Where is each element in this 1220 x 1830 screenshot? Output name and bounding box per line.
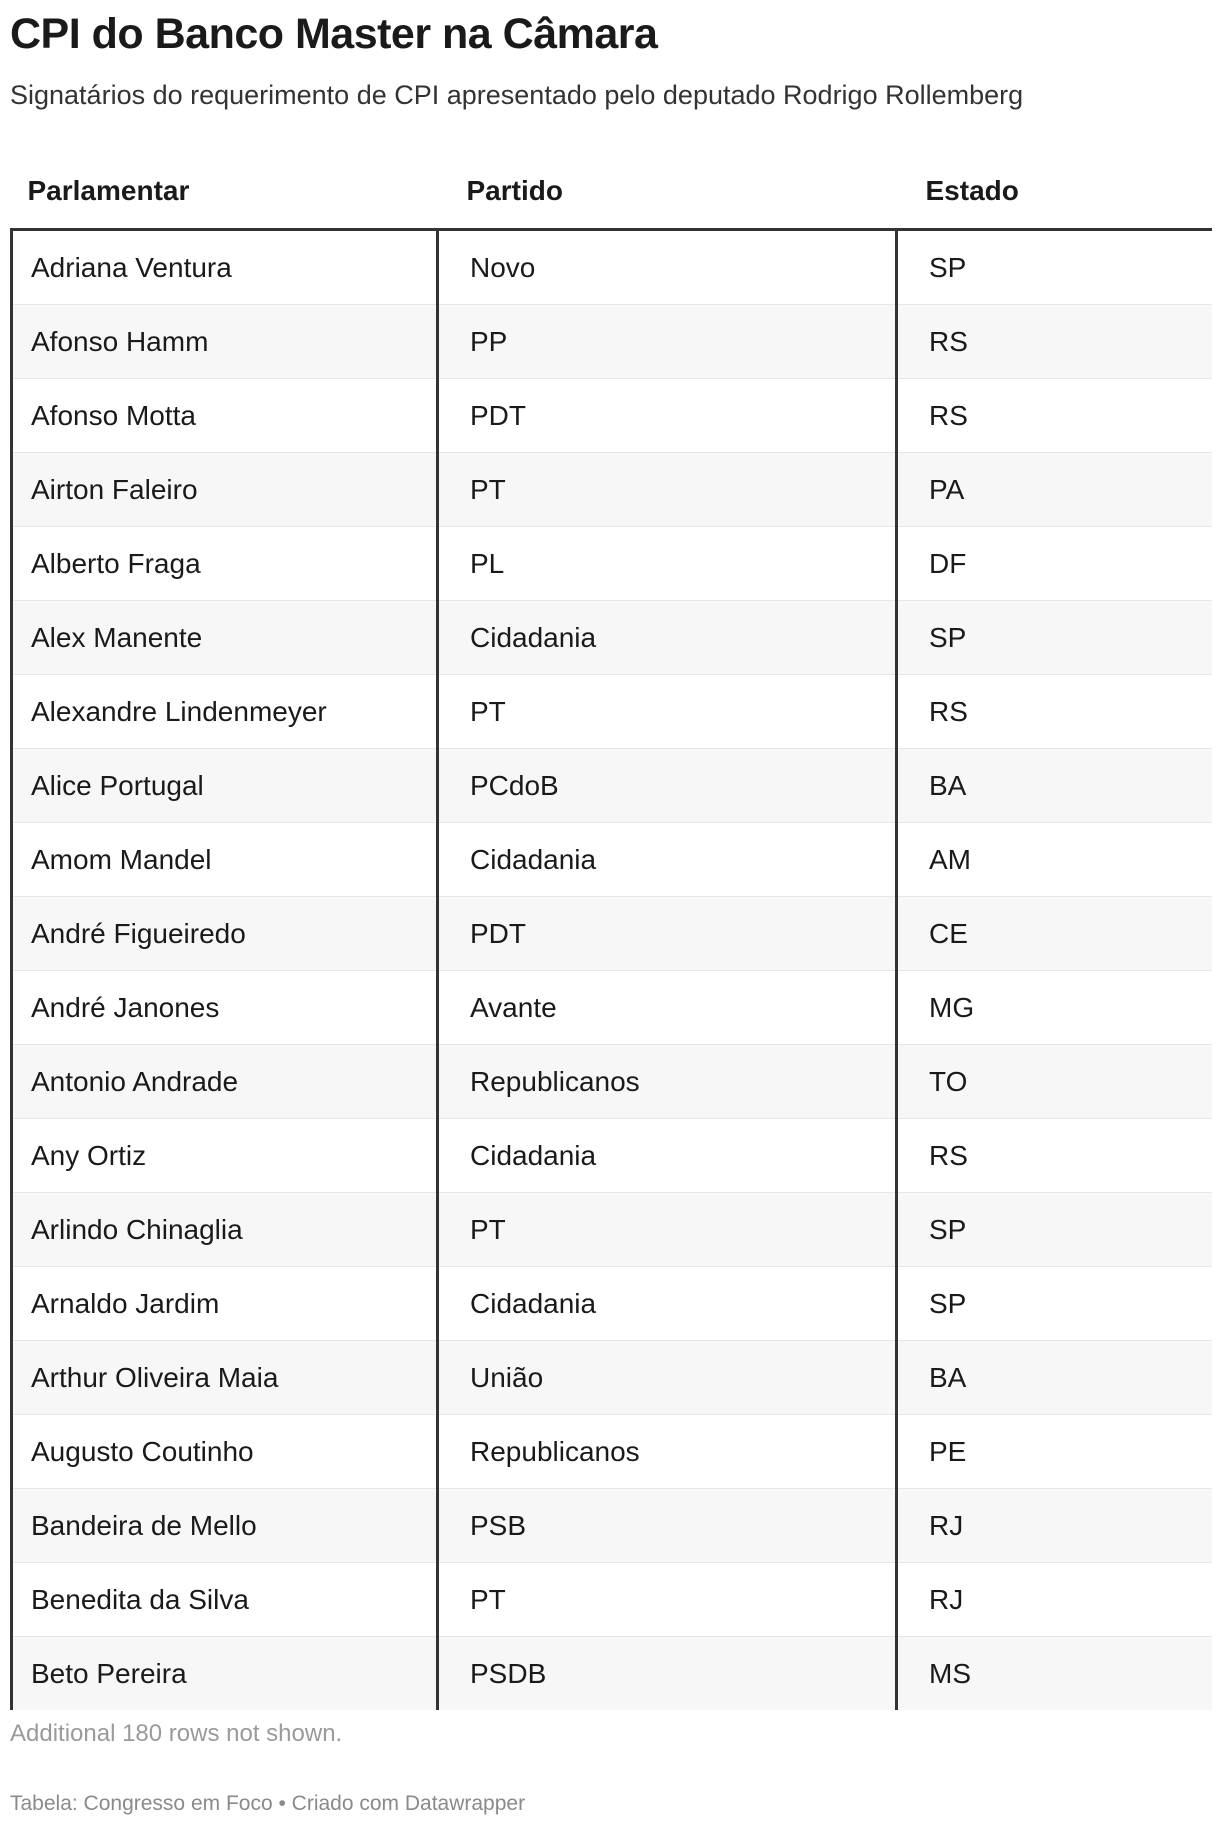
cell-estado: SP: [897, 230, 1212, 305]
table-header-row: [12, 160, 1212, 230]
cell-parlamentar: Any Ortiz: [12, 1119, 438, 1193]
cell-partido: PT: [438, 453, 897, 527]
column-header-partido[interactable]: Partido: [438, 160, 897, 230]
page-subtitle: Signatários do requerimento de CPI apresentado pelo deputado Rodrigo Rollemberg: [10, 80, 1024, 110]
table-row: [12, 1119, 1212, 1193]
table-row: [12, 1267, 1212, 1341]
table-row: [12, 1045, 1212, 1119]
cell-partido: PSB: [438, 1489, 897, 1563]
cell-parlamentar: André Janones: [12, 971, 438, 1045]
cell-partido: Cidadania: [438, 1119, 897, 1193]
cell-estado: AM: [897, 823, 1212, 897]
cell-partido: PDT: [438, 897, 897, 971]
cell-parlamentar: Bandeira de Mello: [12, 1489, 438, 1563]
cell-parlamentar: Alexandre Lindenmeyer: [12, 675, 438, 749]
rows-hidden-note: Additional 180 rows not shown.: [10, 1720, 343, 1747]
cell-estado: BA: [897, 749, 1212, 823]
cell-parlamentar: Amom Mandel: [12, 823, 438, 897]
cell-parlamentar: Alberto Fraga: [12, 527, 438, 601]
cell-parlamentar: Adriana Ventura: [12, 230, 438, 305]
cell-parlamentar: Beto Pereira: [12, 1637, 438, 1711]
cell-estado: SP: [897, 601, 1212, 675]
cell-partido: Avante: [438, 971, 897, 1045]
cell-partido: Cidadania: [438, 823, 897, 897]
cell-partido: PDT: [438, 379, 897, 453]
table-row: [12, 675, 1212, 749]
cell-estado: RS: [897, 675, 1212, 749]
cell-partido: PP: [438, 305, 897, 379]
cell-estado: RJ: [897, 1563, 1212, 1637]
data-table: [10, 160, 1212, 1710]
cell-partido: Republicanos: [438, 1045, 897, 1119]
cell-partido: PT: [438, 675, 897, 749]
cell-parlamentar: Alice Portugal: [12, 749, 438, 823]
cell-estado: CE: [897, 897, 1212, 971]
table-row: [12, 305, 1212, 379]
cell-estado: PA: [897, 453, 1212, 527]
cell-estado: RS: [897, 305, 1212, 379]
table-row: [12, 1563, 1212, 1637]
cell-partido: Cidadania: [438, 1267, 897, 1341]
table-body: [12, 230, 1212, 1711]
table-row: [12, 897, 1212, 971]
cell-estado: MS: [897, 1637, 1212, 1711]
cell-estado: DF: [897, 527, 1212, 601]
table-row: [12, 1341, 1212, 1415]
table-row: [12, 1637, 1212, 1711]
table-row: [12, 1193, 1212, 1267]
cell-parlamentar: Afonso Motta: [12, 379, 438, 453]
table-header: [12, 160, 1212, 230]
cell-estado: SP: [897, 1267, 1212, 1341]
cell-estado: RS: [897, 1119, 1212, 1193]
cell-partido: PCdoB: [438, 749, 897, 823]
cell-partido: PT: [438, 1563, 897, 1637]
cell-parlamentar: Benedita da Silva: [12, 1563, 438, 1637]
source-footer: Tabela: Congresso em Foco • Criado com Datawrapper: [10, 1792, 526, 1815]
cell-partido: PSDB: [438, 1637, 897, 1711]
table-row: [12, 601, 1212, 675]
page-title: CPI do Banco Master na Câmara: [10, 10, 658, 58]
data-table-container: [10, 160, 1210, 1710]
cell-estado: MG: [897, 971, 1212, 1045]
cell-partido: PL: [438, 527, 897, 601]
column-header-estado[interactable]: Estado: [897, 160, 1212, 230]
table-row: [12, 749, 1212, 823]
cell-estado: PE: [897, 1415, 1212, 1489]
cell-partido: Novo: [438, 230, 897, 305]
table-row: [12, 1415, 1212, 1489]
table-row: [12, 971, 1212, 1045]
cell-partido: Republicanos: [438, 1415, 897, 1489]
cell-parlamentar: Arnaldo Jardim: [12, 1267, 438, 1341]
cell-estado: RS: [897, 379, 1212, 453]
cell-estado: TO: [897, 1045, 1212, 1119]
table-row: [12, 379, 1212, 453]
cell-parlamentar: Augusto Coutinho: [12, 1415, 438, 1489]
table-row: [12, 230, 1212, 305]
column-header-parlamentar[interactable]: Parlamentar: [12, 160, 438, 230]
cell-parlamentar: André Figueiredo: [12, 897, 438, 971]
cell-estado: BA: [897, 1341, 1212, 1415]
cell-parlamentar: Arthur Oliveira Maia: [12, 1341, 438, 1415]
table-row: [12, 453, 1212, 527]
cell-parlamentar: Arlindo Chinaglia: [12, 1193, 438, 1267]
table-row: [12, 823, 1212, 897]
table-row: [12, 527, 1212, 601]
cell-parlamentar: Antonio Andrade: [12, 1045, 438, 1119]
cell-partido: PT: [438, 1193, 897, 1267]
cell-estado: RJ: [897, 1489, 1212, 1563]
cell-estado: SP: [897, 1193, 1212, 1267]
cell-parlamentar: Alex Manente: [12, 601, 438, 675]
cell-parlamentar: Afonso Hamm: [12, 305, 438, 379]
cell-partido: Cidadania: [438, 601, 897, 675]
table-row: [12, 1489, 1212, 1563]
cell-parlamentar: Airton Faleiro: [12, 453, 438, 527]
cell-partido: União: [438, 1341, 897, 1415]
